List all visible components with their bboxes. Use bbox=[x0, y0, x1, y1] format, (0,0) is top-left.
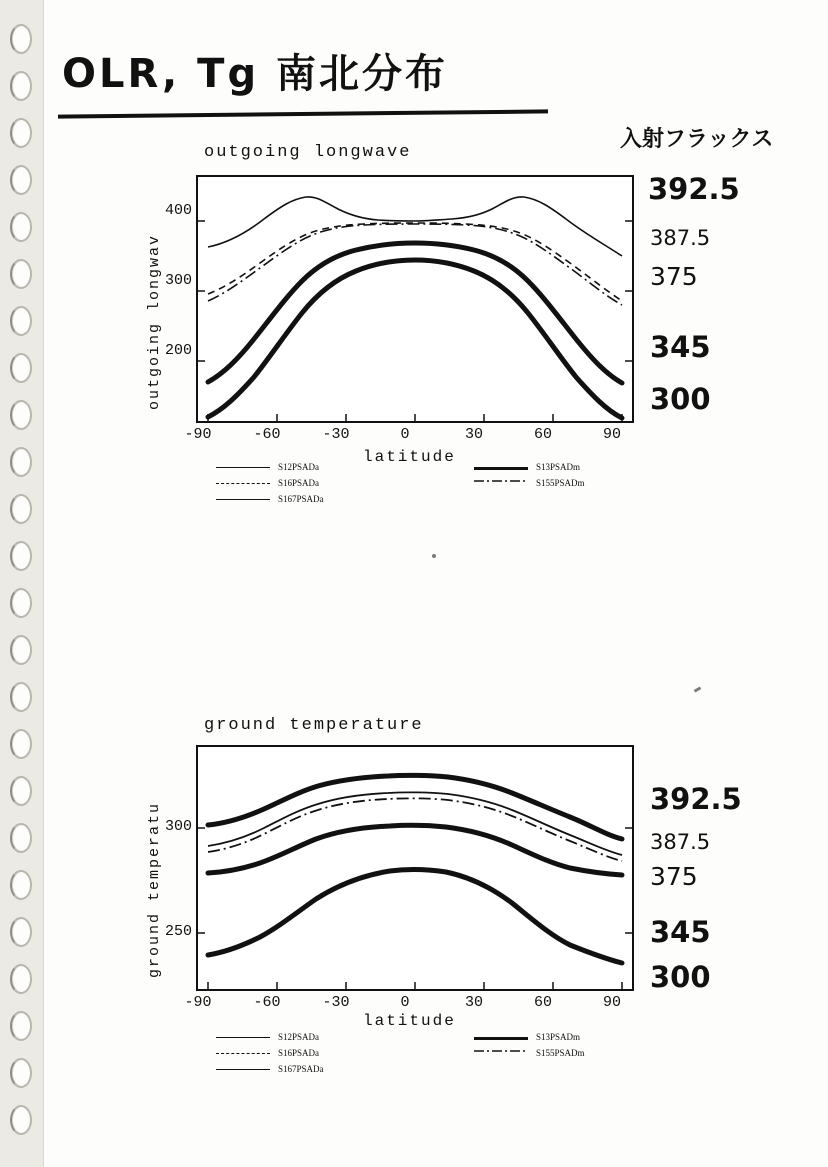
legend-key-solid-thin2-icon bbox=[216, 494, 270, 504]
spiral-hole bbox=[10, 24, 32, 54]
page-edge-line bbox=[43, 0, 44, 1167]
spiral-hole bbox=[10, 870, 32, 900]
chart1-xtick--30: -30 bbox=[322, 426, 350, 443]
spiral-binding-strip bbox=[0, 0, 44, 1167]
chart2-legend-item-1 bbox=[216, 1048, 319, 1058]
chart2-curves bbox=[198, 747, 632, 989]
chart2-legend-label-1: S16PSADa bbox=[278, 1048, 320, 1058]
chart2-flux-300: 300 bbox=[650, 960, 711, 994]
chart2-legend-label-0: S12PSADa bbox=[278, 1032, 320, 1042]
spiral-hole bbox=[10, 917, 32, 947]
spiral-hole bbox=[10, 306, 32, 336]
chart2-legend-label-2: S167PSADa bbox=[278, 1064, 324, 1074]
spiral-hole bbox=[10, 447, 32, 477]
spiral-hole bbox=[10, 165, 32, 195]
spiral-hole bbox=[10, 635, 32, 665]
chart2-x-axis-label: latitude bbox=[363, 1012, 456, 1030]
chart1-title: outgoing longwave bbox=[204, 143, 412, 162]
spiral-hole bbox=[10, 1058, 32, 1088]
scan-smudge bbox=[694, 686, 702, 692]
chart2-flux-387-5: 387.5 bbox=[650, 830, 711, 854]
chart1-y-axis-label: outgoing longwav bbox=[146, 233, 163, 410]
spiral-hole bbox=[10, 1011, 32, 1041]
chart1-legend-item-3 bbox=[474, 462, 580, 472]
chart1-legend-item-1 bbox=[216, 478, 319, 488]
chart2-xtick--90: -90 bbox=[184, 994, 212, 1011]
chart2-legend-item-0 bbox=[216, 1032, 319, 1042]
chart2-xtick--60: -60 bbox=[253, 994, 281, 1011]
spiral-hole bbox=[10, 964, 32, 994]
chart1-legend-item-4 bbox=[474, 478, 585, 488]
chart1-flux-375: 375 bbox=[650, 262, 698, 291]
chart1-legend-item-0 bbox=[216, 462, 319, 472]
chart2-plot-area bbox=[196, 745, 634, 991]
chart2-ytick-250: 250 bbox=[164, 923, 192, 940]
spiral-hole bbox=[10, 494, 32, 524]
legend-key-solid-thin2-icon bbox=[216, 1064, 270, 1074]
chart1-xtick--90: -90 bbox=[184, 426, 212, 443]
spiral-hole bbox=[10, 71, 32, 101]
chart2-legend-item-4 bbox=[474, 1048, 585, 1058]
chart1-xtick-60: 60 bbox=[533, 426, 552, 443]
spiral-hole bbox=[10, 353, 32, 383]
spiral-hole bbox=[10, 400, 32, 430]
chart1-legend-label-3: S13PSADm bbox=[536, 462, 581, 472]
chart1-xtick--60: -60 bbox=[253, 426, 281, 443]
spiral-hole bbox=[10, 588, 32, 618]
chart2-legend bbox=[216, 1032, 616, 1082]
chart2-legend-label-3: S13PSADm bbox=[536, 1032, 581, 1042]
chart1-xtick-30: 30 bbox=[464, 426, 483, 443]
chart1-xtick-90: 90 bbox=[602, 426, 621, 443]
chart1-curves bbox=[198, 177, 632, 421]
chart2-flux-345: 345 bbox=[650, 915, 711, 949]
chart1-flux-387-5: 387.5 bbox=[650, 226, 711, 250]
chart1-ytick-400: 400 bbox=[164, 202, 192, 219]
legend-key-solid-thick-icon bbox=[474, 462, 528, 472]
spiral-hole bbox=[10, 259, 32, 289]
chart2-xtick-30: 30 bbox=[464, 994, 483, 1011]
chart2-xtick--30: -30 bbox=[322, 994, 350, 1011]
chart2-y-axis-label: ground temperatu bbox=[146, 801, 163, 978]
chart2-legend-item-3 bbox=[474, 1032, 580, 1042]
spiral-hole bbox=[10, 1105, 32, 1135]
chart1-flux-392-5: 392.5 bbox=[648, 172, 740, 206]
chart2-flux-375: 375 bbox=[650, 862, 698, 891]
spiral-hole bbox=[10, 729, 32, 759]
legend-key-dashed-icon bbox=[216, 1048, 270, 1058]
chart1-xtick-0: 0 bbox=[400, 426, 410, 443]
spiral-hole bbox=[10, 541, 32, 571]
chart2-ytick-300: 300 bbox=[164, 818, 192, 835]
spiral-hole bbox=[10, 118, 32, 148]
chart1-legend-label-1: S16PSADa bbox=[278, 478, 320, 488]
legend-key-solid-thin-icon bbox=[216, 1032, 270, 1042]
spiral-hole bbox=[10, 823, 32, 853]
legend-key-dashed-icon bbox=[216, 478, 270, 488]
chart2-xtick-0: 0 bbox=[400, 994, 410, 1011]
chart2-title: ground temperature bbox=[204, 716, 424, 735]
page-title: OLR, Tg 南北分布 bbox=[62, 51, 448, 97]
chart1-legend-label-0: S12PSADa bbox=[278, 462, 320, 472]
chart1-legend-item-2 bbox=[216, 494, 324, 504]
spiral-hole bbox=[10, 212, 32, 242]
chart2-flux-392-5: 392.5 bbox=[650, 782, 742, 816]
chart1-flux-300: 300 bbox=[650, 382, 711, 416]
chart1-ytick-200: 200 bbox=[164, 342, 192, 359]
scan-dot bbox=[432, 554, 436, 558]
chart1-x-axis-label: latitude bbox=[363, 448, 456, 466]
chart2-xtick-90: 90 bbox=[602, 994, 621, 1011]
title-underline bbox=[58, 109, 548, 118]
chart2-xtick-60: 60 bbox=[533, 994, 552, 1011]
chart1-legend-label-4: S155PSADm bbox=[536, 478, 585, 488]
incoming-flux-header: 入射フラックス bbox=[620, 127, 774, 152]
chart1-legend bbox=[216, 462, 616, 512]
chart1-ytick-300: 300 bbox=[164, 272, 192, 289]
spiral-hole bbox=[10, 682, 32, 712]
legend-key-solid-thick-icon bbox=[474, 1032, 528, 1042]
chart2-legend-label-4: S155PSADm bbox=[536, 1048, 585, 1058]
chart1-plot-area bbox=[196, 175, 634, 423]
spiral-hole bbox=[10, 776, 32, 806]
legend-key-dashdot-icon bbox=[474, 478, 528, 488]
chart1-legend-label-2: S167PSADa bbox=[278, 494, 324, 504]
legend-key-dashdot-icon bbox=[474, 1048, 528, 1058]
chart2-legend-item-2 bbox=[216, 1064, 324, 1074]
chart1-flux-345: 345 bbox=[650, 330, 711, 364]
legend-key-solid-thin-icon bbox=[216, 462, 270, 472]
